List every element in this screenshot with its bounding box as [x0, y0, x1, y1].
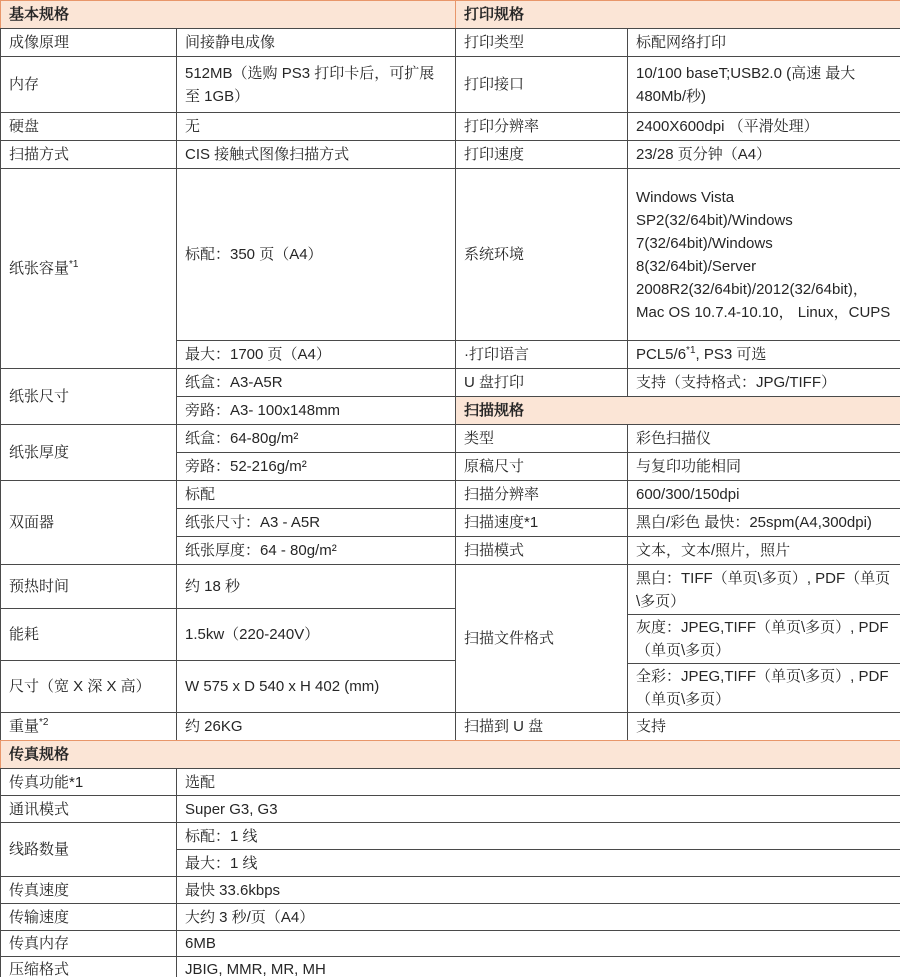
footnote-marker: *1	[686, 345, 696, 356]
imaging-value: 间接静电成像	[177, 29, 456, 57]
scan-to-usb-value: 支持	[628, 713, 900, 741]
scan-resolution-label: 扫描分辨率	[456, 481, 628, 509]
scan-type-label: 类型	[456, 425, 628, 453]
fax-spec-table	[0, 740, 900, 977]
duplex-label: 双面器	[1, 481, 177, 565]
compression-value: JBIG, MMR, MR, MH	[177, 957, 900, 977]
scan-mode-label: 扫描模式	[456, 537, 628, 565]
paper-size-label: 纸张尺寸	[1, 369, 177, 425]
scan-formats-label: 扫描文件格式	[456, 565, 628, 713]
fax-function-value: 选配	[177, 769, 900, 796]
scan-formats-bw: 黑白：TIFF（单页\多页）, PDF（单页\多页）	[628, 565, 900, 615]
print-type-value: 标配网络打印	[628, 29, 900, 57]
memory-label: 内存	[1, 57, 177, 113]
imaging-label: 成像原理	[1, 29, 177, 57]
comm-mode-label: 通讯模式	[1, 796, 177, 823]
lines-max: 最大：1 线	[177, 850, 900, 877]
scan-to-usb-label: 扫描到 U 盘	[456, 713, 628, 741]
fax-function-label: 传真功能*1	[1, 769, 177, 796]
paper-capacity-std: 标配：350 页（A4）	[177, 169, 456, 341]
scan-type-value: 彩色扫描仪	[628, 425, 900, 453]
trans-speed-label: 传输速度	[1, 904, 177, 931]
warmup-value: 约 18 秒	[177, 565, 456, 609]
scan-formats-color: 全彩：JPEG,TIFF（单页\多页）, PDF（单页\多页）	[628, 664, 900, 713]
power-label: 能耗	[1, 609, 177, 661]
fax-memory-value: 6MB	[177, 931, 900, 957]
print-resolution-label: 打印分辨率	[456, 113, 628, 141]
power-value: 1.5kw（220-240V）	[177, 609, 456, 661]
paper-size-tray: 纸盒：A3-A5R	[177, 369, 456, 397]
section-title-scan: 扫描规格	[456, 397, 900, 425]
scan-method-label: 扫描方式	[1, 141, 177, 169]
footnote-marker: *2	[39, 717, 49, 728]
paper-weight-bypass: 旁路：52-216g/m²	[177, 453, 456, 481]
scan-speed-value: 黑白/彩色 最快：25spm(A4,300dpi)	[628, 509, 900, 537]
usb-print-label: U 盘打印	[456, 369, 628, 397]
warmup-label: 预热时间	[1, 565, 177, 609]
paper-weight-label: 纸张厚度	[1, 425, 177, 481]
print-interface-label: 打印接口	[456, 57, 628, 113]
print-resolution-value: 2400X600dpi （平滑处理）	[628, 113, 900, 141]
paper-size-bypass: 旁路：A3- 100x148mm	[177, 397, 456, 425]
weight-value: 约 26KG	[177, 713, 456, 741]
basic-spec-table	[0, 0, 456, 741]
paper-capacity-label: 纸张容量$^{*1}$	[1, 169, 177, 369]
os-label: 系统环境	[456, 169, 628, 341]
duplex-weight: 纸张厚度：64 - 80g/m²	[177, 537, 456, 565]
compression-label: 压缩格式	[1, 957, 177, 977]
paper-weight-tray: 纸盒：64-80g/m²	[177, 425, 456, 453]
paper-capacity-max: 最大：1700 页（A4）	[177, 341, 456, 369]
os-value: Windows Vista SP2(32/64bit)/Windows 7(32/64bit)/Windows 8(32/64bit)/Server 2008R2(32/64bit)/2012(32/64bit)，Mac OS 10.7.4-10.10， Linux，CUPS	[628, 169, 900, 341]
scan-formats-gray: 灰度：JPEG,TIFF（单页\多页）, PDF（单页\多页）	[628, 615, 900, 664]
section-title-print: 打印规格	[456, 1, 900, 29]
memory-value: 512MB（选购 PS3 打印卡后，可扩展至 1GB）	[177, 57, 456, 113]
lines-std: 标配：1 线	[177, 823, 900, 850]
print-speed-label: 打印速度	[456, 141, 628, 169]
section-title-fax: 传真规格	[1, 741, 900, 769]
trans-speed-value: 大约 3 秒/页（A4）	[177, 904, 900, 931]
dimensions-label: 尺寸（宽 X 深 X 高）	[1, 661, 177, 713]
footnote-marker: *1	[69, 259, 79, 270]
fax-speed-value: 最快 33.6kbps	[177, 877, 900, 904]
comm-mode-value: Super G3, G3	[177, 796, 900, 823]
print-language-label: ·打印语言	[456, 341, 628, 369]
fax-speed-label: 传真速度	[1, 877, 177, 904]
scan-resolution-value: 600/300/150dpi	[628, 481, 900, 509]
scan-speed-label: 扫描速度*1	[456, 509, 628, 537]
print-language-value: PCL5/6$^{*1}$, PS3 可选	[628, 341, 900, 369]
print-interface-value: 10/100 baseT;USB2.0 (高速 最大 480Mb/秒)	[628, 57, 900, 113]
lines-label: 线路数量	[1, 823, 177, 877]
scan-mode-value: 文本，文本/照片，照片	[628, 537, 900, 565]
dimensions-value: W 575 x D 540 x H 402 (mm)	[177, 661, 456, 713]
fax-memory-label: 传真内存	[1, 931, 177, 957]
duplex-std: 标配	[177, 481, 456, 509]
duplex-size: 纸张尺寸：A3 - A5R	[177, 509, 456, 537]
weight-label: 重量$^{*2}$	[1, 713, 177, 741]
print-scan-spec-table	[455, 0, 900, 741]
print-type-label: 打印类型	[456, 29, 628, 57]
scan-method-value: CIS 接触式图像扫描方式	[177, 141, 456, 169]
usb-print-value: 支持（支持格式：JPG/TIFF）	[628, 369, 900, 397]
hdd-label: 硬盘	[1, 113, 177, 141]
section-title-basic: 基本规格	[1, 1, 456, 29]
doc-size-value: 与复印功能相同	[628, 453, 900, 481]
doc-size-label: 原稿尺寸	[456, 453, 628, 481]
hdd-value: 无	[177, 113, 456, 141]
print-speed-value: 23/28 页分钟（A4）	[628, 141, 900, 169]
